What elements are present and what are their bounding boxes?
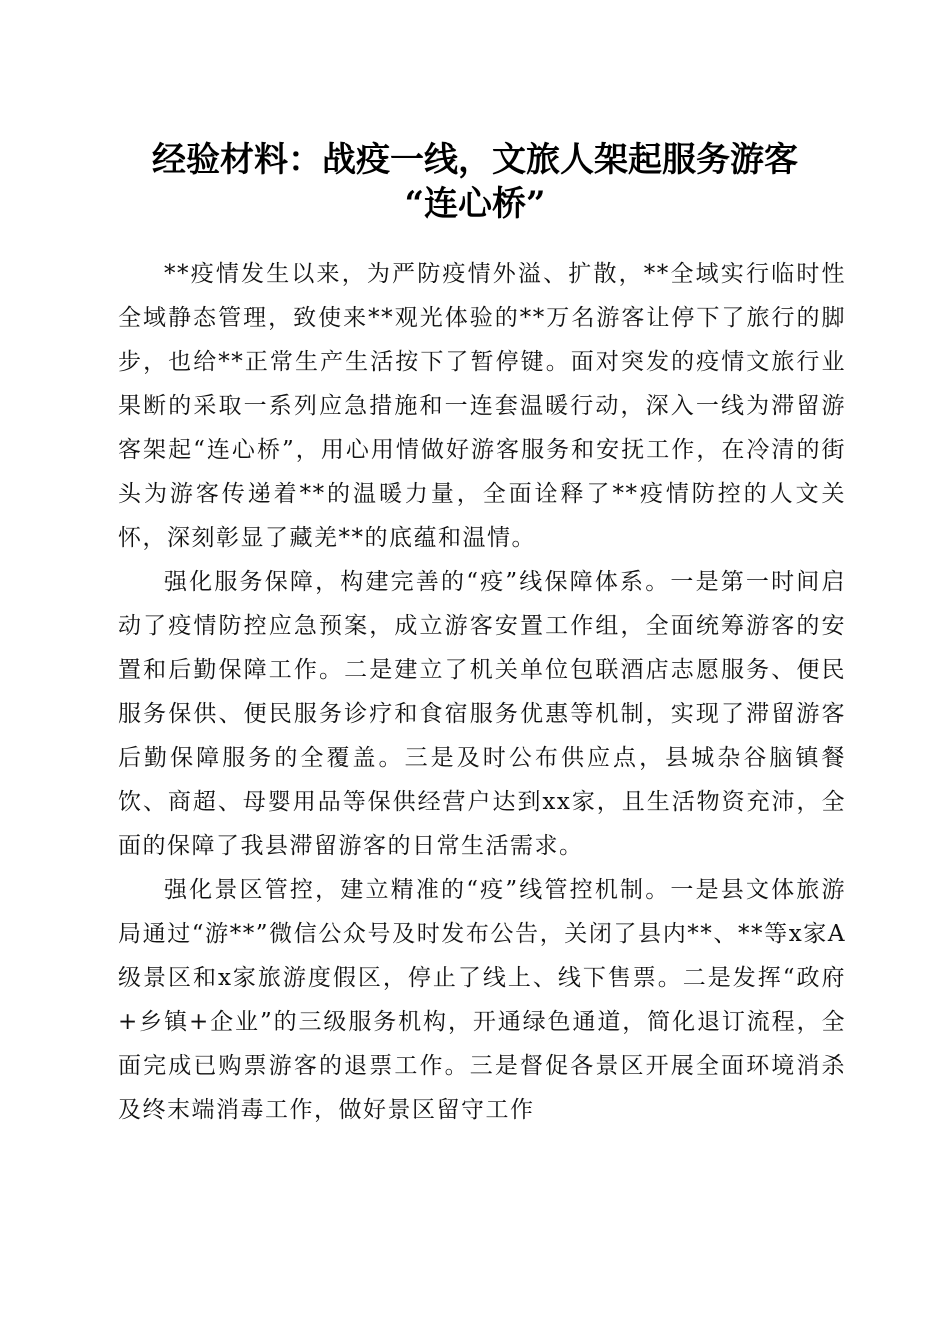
- document-title: [110, 138, 840, 226]
- title-line-1: 经验材料：战疫一线，文旅人架起服务游客: [152, 140, 798, 180]
- paragraph-service-guarantee: 强化服务保障，构建完善的“疫”线保障体系。一是第一时间启动了疫情防控应急预案，成立游客安置工作组，全面统筹游客的安置和后勤保障工作。二是建立了机关单位包联酒店志愿服务、便民服务保供、便民服务诊疗和食宿服务优惠等机制，实现了滞留游客后勤保障服务的全覆盖。三是及时公布供应点，县城杂谷脑镇餐饮、商超、母婴用品等保供经营户达到xx家，且生活物资充沛，全面的保障了我县滞留游客的日常生活需求。: [118, 569, 846, 859]
- document-body: [118, 252, 846, 1132]
- paragraph-intro: **疫情发生以来，为严防疫情外溢、扩散，**全域实行临时性全域静态管理，致使来**观光体验的**万名游客让停下了旅行的脚步，也给**正常生产生活按下了暂停键。面对突发的疫情文旅行业果断的采取一系列应急措施和一连套温暖行动，深入一线为滞留游客架起“连心桥”，用心用情做好游客服务和安抚工作，在冷清的街头为游客传递着**的温暖力量，全面诠释了**疫情防控的人文关怀，深刻彰显了藏羌**的底蕴和温情。: [118, 261, 846, 551]
- paragraph-scenic-control: 强化景区管控，建立精准的“疫”线管控机制。一是县文体旅游局通过“游**”微信公众号及时发布公告，关闭了县内**、**等x家A级景区和x家旅游度假区，停止了线上、线下售票。二是发挥“政府+乡镇+企业”的三级服务机构，开通绿色通道，简化退订流程，全面完成已购票游客的退票工作。三是督促各景区开展全面环境消杀及终末端消毒工作，做好景区留守工作: [118, 877, 846, 1123]
- title-line-2: “连心桥”: [404, 184, 546, 224]
